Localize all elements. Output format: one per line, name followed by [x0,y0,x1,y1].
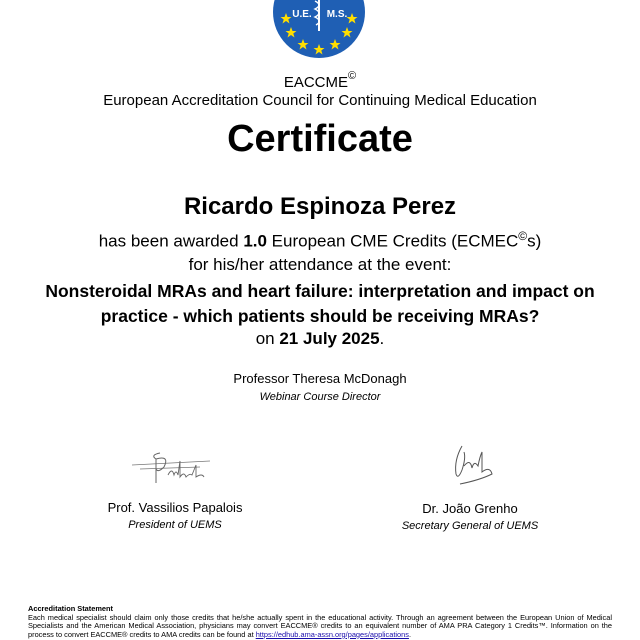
org-abbreviation: EACCME© [283,70,357,91]
svg-text:M.S.: M.S. [326,9,348,20]
attendance-line: for his/her attendance at the event: [188,255,452,274]
course-director-role: Webinar Course Director [259,391,381,403]
accreditation-statement: Accreditation Statement Each medical specialist should claim only those credits that he/she actually spent in the educational activity. Through an agreement between the European Union of Medical Specialists and the American Medical Association, physicians may convert EACCME® credits to an equivalent number of AMA PRA Category 1 Credits™. Information on the process to convert EACCME® credits to AMA credits can be found at https://edhub.ama-assn.org/pages/applications. [28,604,612,639]
statement-title: Accreditation Statement [28,604,114,613]
svg-text:U.E.: U.E. [292,9,312,20]
signatory-president [90,445,260,531]
ama-applications-link[interactable]: https://edhub.ama-assn.org/pages/applications [255,629,409,639]
credit-count: 1.0 [243,231,267,251]
certificate-title: Certificate [227,118,413,160]
credits-awarded-line: has been awarded 1.0 European CME Credits (ECMEC©s) [98,229,542,251]
signature-papalois-icon [90,445,260,494]
course-director-name: Professor Theresa McDonagh [233,371,407,386]
signatory-name: Dr. João Grenho [422,501,518,516]
event-title: Nonsteroidal MRAs and heart failure: interpretation and impact on practice - which patients should be receiving MRAs? [45,281,595,326]
event-date: 21 July 2025 [279,329,380,348]
event-date-line: on 21 July 2025. [255,329,385,348]
signatory-role: President of UEMS [128,519,222,531]
signatory-secretary [380,440,560,532]
org-full-name: European Accreditation Council for Continuing Medical Education [103,92,537,109]
signatory-name: Prof. Vassilios Papalois [107,500,243,515]
uems-logo-icon [272,0,366,59]
statement-body: Each medical specialist should claim only those credits that he/she actually spent in the educational activity. Through an agreement between the European Union of Medical Specialists and the American Medical Association, physicians may convert EACCME® credits to an equivalent number of AMA PRA Category 1 Credits™. Information on the process to convert EACCME® credits to AMA credits can be found at [28,612,612,639]
recipient-name: Ricardo Espinoza Perez [183,193,457,220]
signature-grenho-icon [380,440,560,495]
signatory-role: Secretary General of UEMS [401,520,539,532]
